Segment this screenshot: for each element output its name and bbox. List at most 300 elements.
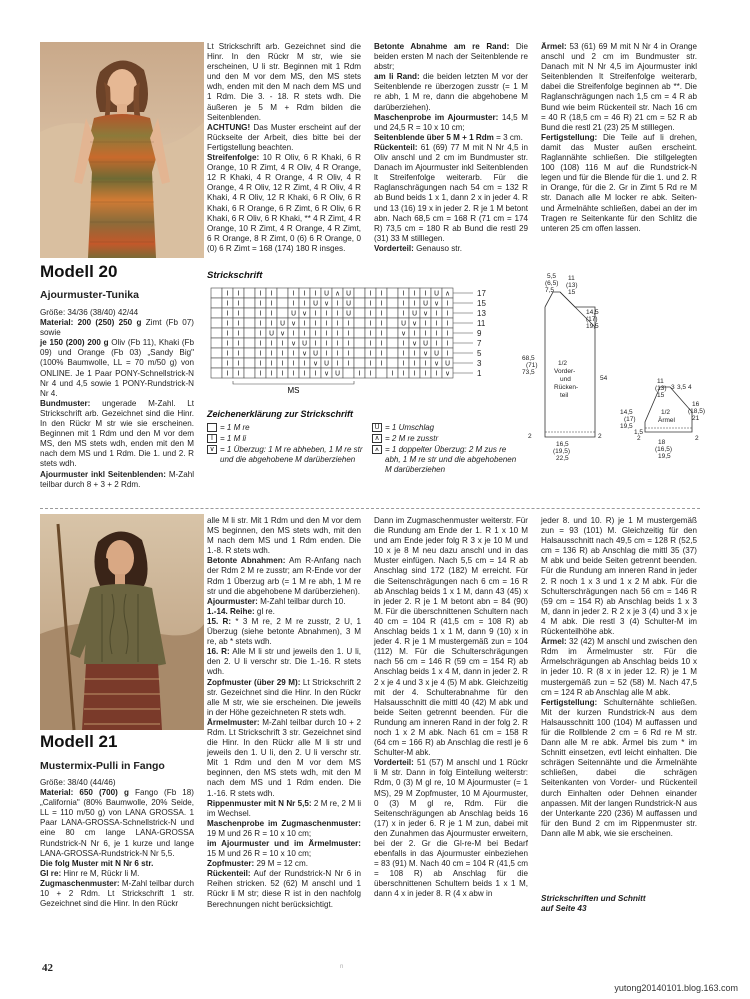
grid-symbol: I	[402, 349, 405, 358]
model21-photo-illustration	[40, 514, 204, 730]
paragraph-text: Oliv (Fb 11), Khaki (Fb 09) und Orange (Fb 03) „Sandy Big" (100% Baumwolle, LL = 70 m/50 g) von ONLINE. Je 1 Paar PONY-Schnellstrick-N Nr 4 und 4,5 sowie 1 PONY-Rundstrick-N Nr 4.	[40, 338, 194, 398]
schem-sleeve-hem: 19,5	[658, 453, 671, 460]
legend-text: = 1 M re	[220, 423, 250, 432]
grid-symbol: I	[380, 329, 383, 338]
paragraph-heading: Betonte Abnahme am re Rand:	[374, 42, 510, 51]
grid-cell	[211, 358, 222, 368]
pattern-reference-line: Strickschriften und Schnitt	[541, 894, 646, 903]
grid-symbol: U	[301, 339, 308, 348]
schem-sleeve-hem: (16,5)	[655, 446, 672, 453]
section-divider	[40, 508, 700, 509]
legend-text: = 1 doppelter Überzug: 2 M zus re abh, 1 M re str und die abgehobenen M darüberziehen	[385, 445, 517, 474]
strickschrift-grid	[209, 286, 509, 411]
paragraph	[374, 72, 528, 112]
legend-title: Zeichenerklärung zur Strickschrift	[207, 409, 354, 419]
grid-symbol: I	[380, 319, 383, 328]
grid-symbol: I	[369, 339, 372, 348]
grid-symbol: I	[303, 299, 306, 308]
grid-symbol: ∨	[433, 299, 440, 308]
grid-symbol: ∨	[323, 369, 330, 378]
grid-symbol: U	[433, 289, 440, 298]
paragraph-heading: Bundmuster:	[40, 398, 91, 408]
grid-symbol: U	[334, 369, 341, 378]
paragraph-text: 61 (69) 77 M mit N Nr 4,5 in Oliv anschl und 2 cm im Bundmuster str. Danach im Ajourmuster inkl Seitenblenden lt Streifenfolge weiterarb. Für die Raglanschrägungen nach 54 cm = 132 R ab Bund beids 1 x 1, dann 2 x in jeder 4. R und 13 (16) 19 x in jeder 2. R je 1 M betont abn. Nach 68,5 cm = 168 R (71 cm = 174 R) 73,5 cm = 180 R ab Bund die restl 29 (31) 33 M stilllegen.	[374, 142, 528, 243]
grid-symbol: I	[270, 309, 273, 318]
grid-cell	[354, 288, 365, 298]
grid-symbol: I	[281, 339, 284, 348]
grid-symbol: ∨	[433, 359, 440, 368]
grid-symbol: I	[446, 349, 449, 358]
grid-symbol: U	[411, 309, 418, 318]
grid-symbol: U	[323, 289, 330, 298]
schem-sleeve-top: 15	[657, 392, 665, 399]
paragraph	[207, 617, 361, 647]
paragraph-heading: Gl re:	[40, 868, 62, 878]
grid-symbol: I	[358, 369, 361, 378]
paragraph-heading: Vorderteil:	[374, 243, 414, 253]
paragraph	[541, 42, 697, 133]
grid-symbol: I	[413, 329, 416, 338]
schem-sleeve-mark: 2	[637, 435, 641, 442]
grid-symbol: I	[226, 349, 229, 358]
paragraph-text: 2 M re, 2 M li im Wechsel.	[207, 798, 361, 818]
grid-cell	[354, 298, 365, 308]
grid-symbol: I	[314, 369, 317, 378]
paragraph-text: Alle M li str und jeweils den 1. U li, den 2. U li verschr str. Die 1.-16. R stets wdh.	[207, 647, 361, 677]
paragraph-heading: Vorderteil:	[374, 758, 414, 768]
grid-symbol: I	[259, 349, 262, 358]
grid-symbol: I	[237, 309, 240, 318]
paragraph-text: Genauso str.	[413, 243, 463, 253]
grid-cell	[354, 318, 365, 328]
paragraph	[40, 318, 194, 338]
grid-symbol: I	[226, 359, 229, 368]
paragraph	[40, 879, 194, 909]
paragraph-text: Die beiden ersten M nach der Seitenblende re abstr;	[374, 42, 528, 72]
grid-symbol: I	[270, 349, 273, 358]
grid-symbol: I	[424, 329, 427, 338]
grid-cell	[244, 328, 255, 338]
legend-text: = 2 M re zusstr	[385, 434, 439, 443]
grid-symbol: I	[424, 359, 427, 368]
paragraph	[40, 778, 194, 788]
model21-column-1	[40, 778, 194, 948]
grid-symbol: I	[336, 309, 339, 318]
grid-cell	[244, 358, 255, 368]
grid-cell	[343, 368, 354, 378]
grid-symbol: I	[226, 329, 229, 338]
schem-sleeve-label: Ärmel	[658, 417, 675, 424]
grid-symbol: I	[446, 329, 449, 338]
grid-symbol: I	[435, 339, 438, 348]
grid-symbol: I	[369, 349, 372, 358]
paragraph-text: Auf der Rundstrick-N Nr 6 in Reihen stricken. 52 (62) M anschl und 1 Rückr li M str; diese R ist in den nachfolg Berechnungen nicht berücksichtigt.	[207, 869, 361, 909]
model20-column-3	[374, 42, 528, 262]
knit-symbol	[207, 423, 217, 432]
strickschrift-grid-svg	[209, 286, 509, 406]
grid-symbol: I	[314, 339, 317, 348]
grid-symbol: ∨	[444, 369, 451, 378]
schem-height: 73,5	[522, 369, 535, 376]
yarn-over-symbol: U	[372, 423, 382, 432]
schem-top-size: 7,5	[545, 287, 555, 294]
grid-cell	[387, 358, 398, 368]
paragraph-text: Lt Strickschrift 2 str. Gezeichnet sind die Hinr. In den Rückr alle M str, wie sie erscheinen. Die jeweils in der Höhe gezeichneten R stets wdh.	[207, 677, 361, 717]
grid-symbol: ∨	[411, 339, 418, 348]
paragraph	[207, 42, 361, 123]
grid-symbol: I	[314, 289, 317, 298]
grid-symbol: I	[259, 359, 262, 368]
legend-item	[207, 434, 367, 444]
paragraph	[40, 338, 194, 399]
paragraph-heading: Maschenprobe im Zugmaschenmuster:	[207, 818, 361, 828]
paragraph	[541, 698, 697, 839]
paragraph-text: M-Zahl teilbar durch 8 + 3 + 2 Rdm.	[40, 469, 194, 489]
paragraph-heading: Zopfmuster:	[207, 859, 255, 869]
grid-symbol: I	[424, 319, 427, 328]
grid-symbol: I	[402, 359, 405, 368]
paragraph-text: Das Muster erscheint auf der Rückseite der Arbeit, dies bitte bei der Fertigstellung beachten.	[207, 122, 361, 152]
grid-symbol: I	[446, 339, 449, 348]
schem-raglan: (17)	[586, 316, 598, 323]
grid-symbol: ∨	[411, 319, 418, 328]
grid-symbol: I	[259, 339, 262, 348]
grid-symbol: I	[446, 299, 449, 308]
grid-symbol: U	[323, 359, 330, 368]
paragraph-heading: Streifenfolge:	[207, 153, 260, 163]
grid-symbol: I	[292, 349, 295, 358]
grid-symbol: I	[380, 349, 383, 358]
grid-symbol: I	[292, 369, 295, 378]
grid-symbol: I	[226, 369, 229, 378]
grid-symbol: I	[380, 309, 383, 318]
paragraph-heading: im Ajourmuster und im Ärmelmuster:	[207, 839, 361, 848]
paragraph-text: * 3 M re, 2 M re zusstr, 2 U, 1 Überzug (siehe betonte Abnahmen), 3 M re, ab * stets wdh.	[207, 616, 362, 647]
grid-symbol: ∨	[301, 349, 308, 358]
grid-symbol: I	[226, 299, 229, 308]
model20-column-2	[207, 42, 361, 262]
grid-symbol: I	[380, 289, 383, 298]
paragraph	[541, 637, 697, 698]
grid-symbol: I	[292, 329, 295, 338]
model20-photo-illustration	[40, 42, 204, 258]
paragraph-text: jeder 8. und 10. R) je 1 M mustergemäß zun = 93 (101) M. Gleichzeitig für den Halsausschnitt nach 49,5 cm = 128 R (52,5 cm = 136 R) ab Anschlag die mittl 35 (37) M abk und beide Seiten getrennt beenden. Für die Rundung am inneren Rand in jeder 2. R noch 1 x 3 und 1 x 2 M abk. Für die Schulterschrägungen nach 56 cm = 146 R (59 cm = 154 R) ab Anschlag beids 1 x 3 M, dann in jeder 2. R 2 x je 3 (4) und 3 x je 4 M abk. Die restl 3 (4) Schulter-M im Rückenteilhöhe abk.	[541, 516, 697, 637]
paragraph	[40, 869, 194, 879]
paragraph-heading: Zopfmuster (über 29 M):	[207, 677, 301, 687]
grid-symbol: ∧	[334, 289, 341, 298]
grid-cell	[244, 338, 255, 348]
grid-symbol: I	[369, 319, 372, 328]
grid-symbol: I	[369, 309, 372, 318]
paragraph-heading: Material: 650 (700) g	[40, 788, 129, 798]
grid-symbol: U	[290, 309, 297, 318]
grid-symbol: ∨	[400, 329, 407, 338]
schem-sleeve-mark: 2	[695, 435, 699, 442]
paragraph	[207, 556, 361, 596]
schem-side: 54	[600, 375, 608, 382]
grid-cell	[244, 368, 255, 378]
paragraph-heading: Rippenmuster mit N Nr 5,5:	[207, 798, 312, 808]
grid-symbol: I	[303, 359, 306, 368]
paragraph	[374, 143, 528, 244]
paragraph-heading: Rückenteil:	[207, 869, 251, 879]
grid-symbol: I	[270, 369, 273, 378]
paragraph-text: 32 (42) M anschl und zwischen den Rdm im Ärmelmuster str. Für die Ärmelschrägungen ab Anschlag beids 10 x in jeder 10. R (8 x in jeder 12. R) je 1 M mustergemäß zun = 52 (58) M. Nach 47,5 cm = 124 R ab Anschlag alle M abk.	[541, 637, 697, 697]
legend-item	[372, 434, 522, 444]
grid-symbol: I	[314, 319, 317, 328]
grid-row-label: 3	[477, 359, 482, 368]
model21-column-4	[541, 516, 697, 888]
model20-column-1	[40, 308, 194, 503]
grid-cell	[277, 288, 288, 298]
grid-cell	[387, 328, 398, 338]
grid-symbol: U	[312, 299, 319, 308]
grid-cell	[354, 308, 365, 318]
paragraph-text: Dann im Zugmaschenmuster weiterstr. Für die Rundung am Ende der 1. R 1 x 10 M und am Ende jeder folg R 3 x je 10 M und 10 x je 8 M neu dazu anschl und in das Muster einfügen. Nach 5,5 cm = 14 R ab Anschlag sind 172 (182) M erreicht. Für die Seitenschrägungen nach 6 cm = 16 R ab Anschlag beids 1 x 1 M, dann 43 (45) x in jeder 2. R je 1 M betont abn = 84 (90) M. Für die überschnittenen Schultern nach 40 cm = 104 R (41,5 cm = 108 R) ab Anschlag beids 1 x 1 M, dann 9 (10) x in jeder 4. R je 1 M mustergemäß zun = 104 (112) M. Für die Schulterschrägungen nach 56 cm = 146 R (59 cm = 154 R) ab Anschlag beids 1 x 4 M, dann in jeder 2. R 2 x je 4 und 3 x je 4 (5) M abk. Gleichzeitig mit der 4. Schulterabnahme für den Halsausschnitt die mittl 40 (42) M abk und beide Seiten getrennt beenden. Für die Rundung am inneren Rand in der folg 2. R noch 1 x 2 M abk. Nach 61 cm = 158 R (64 cm = 166 R) ab Anschlag die restl je 6 Schulter-M abk.	[374, 516, 528, 758]
grid-symbol: I	[270, 289, 273, 298]
grid-cell	[387, 318, 398, 328]
model20-subtitle: Ajourmuster-Tunika	[40, 289, 139, 301]
paragraph	[207, 678, 361, 718]
paragraph-text: die beiden letzten M vor der Seitenblende re überzogen zusstr (= 1 M re abh, 1 M re, dann die abgehobene M darüberziehen).	[374, 72, 528, 112]
grid-cell	[387, 288, 398, 298]
paragraph-heading: Betonte Abnahmen:	[207, 556, 286, 566]
schem-top-size: 5,5	[547, 273, 557, 280]
grid-symbol: I	[413, 289, 416, 298]
paragraph-text: M-Zahl teilbar durch 10 + 2 Rdm. Lt Strickschrift 1 str. Gezeichnet sind die Hinr. In den Rückr	[40, 878, 194, 909]
grid-symbol: I	[314, 329, 317, 338]
schem-top-width: 11	[568, 275, 575, 282]
grid-symbol: ∨	[279, 329, 286, 338]
schem-body-label: und	[560, 376, 571, 383]
paragraph	[374, 758, 528, 899]
paragraph-text: Schulternähte schließen. Mit der kurzen Rundstrick-N aus dem Halsausschnitt 100 (104) M auffassen und für die Rollblende 2 cm = 6 Rd re M str. Dann alle M re abk. Ärmel bis zum * im Schnitt einsetzen, evtl leicht einhalten. Die schrägen Seitennähte und die Ärmelnähte schließen, dabei die schrägen Seitenkanten von Vorder- und Rückenteil durch Einhalten oder Dehnen einander anpassen. Mit der langen Rundstrick-N aus der Unterkante 220 (236) M auffassen und für den Bund 2 cm im Rippenmuster str. Dann alle M abk, wie sie erscheinen.	[541, 697, 697, 838]
grid-symbol: I	[369, 359, 372, 368]
grid-symbol: I	[413, 299, 416, 308]
grid-symbol: I	[259, 319, 262, 328]
grid-symbol: I	[270, 299, 273, 308]
grid-symbol: I	[314, 309, 317, 318]
schem-sleeve-left: 14,5	[620, 409, 633, 416]
grid-symbol: ∨	[290, 319, 297, 328]
grid-cell	[354, 328, 365, 338]
grid-symbol: I	[281, 349, 284, 358]
paragraph	[374, 113, 528, 133]
schem-sleeve-len: 16	[692, 401, 700, 408]
center-mark: n	[340, 964, 344, 970]
grid-symbol: I	[259, 289, 262, 298]
model21-column-2	[207, 516, 361, 952]
schem-raglan: 19,5	[586, 323, 599, 330]
grid-symbol: I	[226, 309, 229, 318]
pattern-reference-line: auf Seite 43	[541, 904, 587, 913]
grid-symbol: ∨	[422, 349, 429, 358]
grid-cell	[387, 308, 398, 318]
grid-symbol: I	[226, 319, 229, 328]
paragraph-text: M-Zahl teilbar durch 10 + 2 Rdm. Lt Strickschrift 3 str. Gezeichnet sind die Hinr. In den Rückr alle M li str und jeweils den 1. U li, den 2. U li verschr str. Mit 1 Rdm und den M vor dem MS beginnen, den MS stets wdh, mit den M nach dem MS und 1 Rdm enden. Die 1.-16. R stets wdh.	[207, 717, 361, 798]
paragraph-heading: Ajourmuster:	[207, 596, 258, 606]
grid-symbol: I	[413, 349, 416, 358]
grid-symbol: I	[303, 369, 306, 378]
paragraph-heading: Maschenprobe im Ajourmuster:	[374, 112, 499, 122]
schem-top-width: (13)	[566, 282, 578, 289]
grid-symbol: U	[279, 319, 286, 328]
paragraph-heading: Fertigstellung:	[541, 132, 598, 142]
model21-title: Modell 21	[40, 732, 118, 751]
grid-cell	[244, 298, 255, 308]
grid-cell	[354, 348, 365, 358]
grid-symbol: I	[292, 289, 295, 298]
grid-symbol: I	[435, 369, 438, 378]
grid-symbol: I	[347, 339, 350, 348]
grid-symbol: I	[292, 359, 295, 368]
schem-hem-mark: 2	[598, 433, 602, 440]
paragraph	[207, 123, 361, 153]
grid-row-label: 17	[477, 289, 486, 298]
grid-symbol: I	[237, 329, 240, 338]
grid-cell	[211, 338, 222, 348]
paragraph-text: Die Teile auf li drehen, damit das Muster außen erscheint. Raglannähte schließen. Die stillgelegten 100 (108) 116 M auf die Rundstrick-N legen und für die Blende für die 1. und 2. R in Orange, für die 2. Gr in Zimt 5 Rd re M str. Danach alle M locker re abk. Seiten- und Ärmelnähte schließen, dabei an der im Tragen re Seitenkante für den Schlitz die unteren 25 cm offen lassen.	[541, 132, 697, 233]
grid-symbol: I	[435, 319, 438, 328]
paragraph	[374, 133, 528, 143]
grid-symbol: I	[270, 319, 273, 328]
paragraph	[207, 516, 361, 556]
grid-symbol: I	[336, 349, 339, 358]
paragraph-heading: Die folg Muster mit N Nr 6 str.	[40, 858, 154, 868]
grid-symbol: I	[259, 329, 262, 338]
grid-symbol: I	[347, 319, 350, 328]
paragraph-text: Lt Strickschrift arb. Gezeichnet sind die Hinr. In den Rückr M str, wie sie erscheinen, U li str. Beginnen mit 1 Rdm und den M vor dem MS, den MS stets wdh, enden mit den M nach dem MS und 1 Rdm. Die 3. - 18. R stets wdh. Die äußeren je 5 M + Rdm bilden die Seitenblenden.	[207, 42, 361, 122]
grid-symbol: I	[424, 369, 427, 378]
grid-symbol: U	[444, 359, 451, 368]
paragraph	[207, 647, 361, 677]
ms-label: MS	[287, 386, 300, 395]
grid-symbol: I	[347, 329, 350, 338]
schem-sleeve-right: 3,5	[677, 384, 687, 391]
schem-raglan: 14,5	[586, 309, 599, 316]
strickschrift-title: Strickschrift	[207, 270, 263, 281]
schem-sleeve-len: (18,5)	[688, 408, 705, 415]
grid-symbol: I	[336, 319, 339, 328]
paragraph-heading: Seitenblende über 5 M + 1 Rdm	[374, 132, 494, 142]
paragraph-heading: Ärmel:	[541, 637, 567, 647]
grid-symbol: I	[325, 339, 328, 348]
paragraph	[541, 516, 697, 637]
grid-symbol: I	[303, 289, 306, 298]
grid-row-label: 11	[477, 319, 486, 328]
paragraph	[207, 819, 361, 839]
paragraph-heading: Ärmelmuster:	[207, 717, 260, 727]
paragraph-heading: ACHTUNG!	[207, 122, 251, 132]
paragraph-text: 10 R Oliv, 6 R Khaki, 6 R Orange, 10 R Zimt, 4 R Oliv, 4 R Orange, 12 R Khaki, 4 R Orange, 4 R Oliv, 4 R Orange, 4 R Oliv, 12 R Zimt, 4 R Oliv, 4 R Khaki, 4 R Oliv, 12 R Khaki, 6 R Oliv, 6 R Khaki, 6 R Orange, 6 R Zimt, 6 R Oliv, 6 R Khaki, 6 R Oliv, 6 R Khaki, ** 4 R Zimt, 4 R Orange, 10 R Zimt, 4 R Orange, 4 R Zimt, 6 R Orange, 8 R Zimt, 0 (6) 6 R Orange, 0 (0) 6 R Zimt = 168 (174) 180 R insges.	[207, 153, 361, 253]
paragraph	[207, 597, 361, 607]
grid-cell	[211, 288, 222, 298]
paragraph-heading: 15. R:	[207, 616, 232, 626]
grid-symbol: I	[402, 289, 405, 298]
model21-subtitle: Mustermix-Pulli in Fango	[40, 760, 165, 772]
grid-symbol: I	[237, 349, 240, 358]
schem-sleeve-len: 21	[692, 415, 700, 422]
grid-symbol: I	[369, 299, 372, 308]
paragraph-heading: 1.-14. Reihe:	[207, 606, 255, 616]
model20-title: Modell 20	[40, 262, 118, 281]
paragraph	[374, 244, 528, 254]
paragraph	[374, 516, 528, 758]
schem-sleeve-top: (13)	[655, 385, 667, 392]
grid-symbol: I	[303, 329, 306, 338]
legend-right	[372, 423, 522, 476]
paragraph	[207, 153, 361, 254]
paragraph-heading: Material: 200 (250) 250 g	[40, 318, 142, 328]
grid-cell	[354, 358, 365, 368]
grid-cell	[376, 368, 387, 378]
grid-symbol: I	[402, 309, 405, 318]
paragraph-text: 15 M und 26 R = 10 x 10 cm;	[207, 849, 312, 859]
grid-symbol: I	[226, 339, 229, 348]
grid-symbol: I	[259, 299, 262, 308]
paragraph	[207, 869, 361, 909]
legend-item	[207, 423, 367, 433]
grid-symbol: I	[270, 359, 273, 368]
grid-symbol: U	[422, 299, 429, 308]
grid-symbol: I	[259, 309, 262, 318]
paragraph-text: Größe: 34/36 (38/40) 42/44	[40, 308, 139, 317]
grid-cell	[387, 348, 398, 358]
schem-sleeve-left: (17)	[624, 416, 636, 423]
grid-symbol: I	[270, 339, 273, 348]
legend-text: = 1 Überzug: 1 M re abheben, 1 M re str und die abgehobene M darüberziehen	[220, 445, 363, 464]
schem-height: 68,5	[522, 355, 535, 362]
grid-symbol: I	[402, 299, 405, 308]
grid-symbol: I	[413, 359, 416, 368]
grid-symbol: I	[237, 359, 240, 368]
schem-body-label: teil	[560, 392, 569, 399]
grid-symbol: I	[380, 339, 383, 348]
paragraph-heading: Fertigstellung:	[541, 697, 598, 707]
grid-cell	[211, 328, 222, 338]
legend-item	[372, 423, 522, 433]
grid-symbol: U	[268, 329, 275, 338]
schematic-svg	[520, 272, 705, 472]
grid-symbol: ∨	[312, 359, 319, 368]
paragraph-heading: je 150 (200) 200 g	[40, 338, 109, 348]
grid-symbol: U	[433, 349, 440, 358]
decrease-symbol: ∨	[207, 445, 217, 454]
grid-symbol: U	[400, 319, 407, 328]
double-decrease-symbol: ⩚	[372, 445, 382, 454]
grid-symbol: I	[435, 329, 438, 338]
grid-cell	[211, 298, 222, 308]
grid-symbol: I	[369, 289, 372, 298]
schem-top-width: 15	[568, 289, 576, 296]
grid-symbol: I	[325, 309, 328, 318]
paragraph-text: 53 (61) 69 M mit N Nr 4 in Orange anschl und 2 cm im Bundmuster str. Danach mit N Nr 4,5 im Ajourmuster inkl Seitenblenden lt Streifenfolge weiterarb, dabei die Streifenfolge beginnen ab **. Die Raglanschrägungen nach 1,5 cm = 4 R ab Bund wie beim Rückenteil str. Nach 16 cm = 40 R (18,5 cm = 46 R) 21 cm = 52 R ab Bund die restl 21 (23) 25 M stilllegen.	[541, 42, 697, 132]
grid-row-label: 1	[477, 369, 482, 378]
grid-symbol: I	[237, 339, 240, 348]
grid-symbol: I	[336, 339, 339, 348]
watermark: yutong20140101.blog.163.com	[614, 983, 738, 993]
legend-text: = 1 M li	[220, 434, 247, 443]
grid-symbol: I	[281, 369, 284, 378]
grid-symbol: I	[325, 329, 328, 338]
grid-symbol: I	[325, 319, 328, 328]
grid-row-label: 9	[477, 329, 482, 338]
grid-row-label: 7	[477, 339, 482, 348]
schem-sleeve-right: 4	[688, 384, 692, 391]
grid-cell	[244, 318, 255, 328]
pattern-reference	[541, 894, 646, 914]
schem-hem: 16,5	[556, 441, 569, 448]
